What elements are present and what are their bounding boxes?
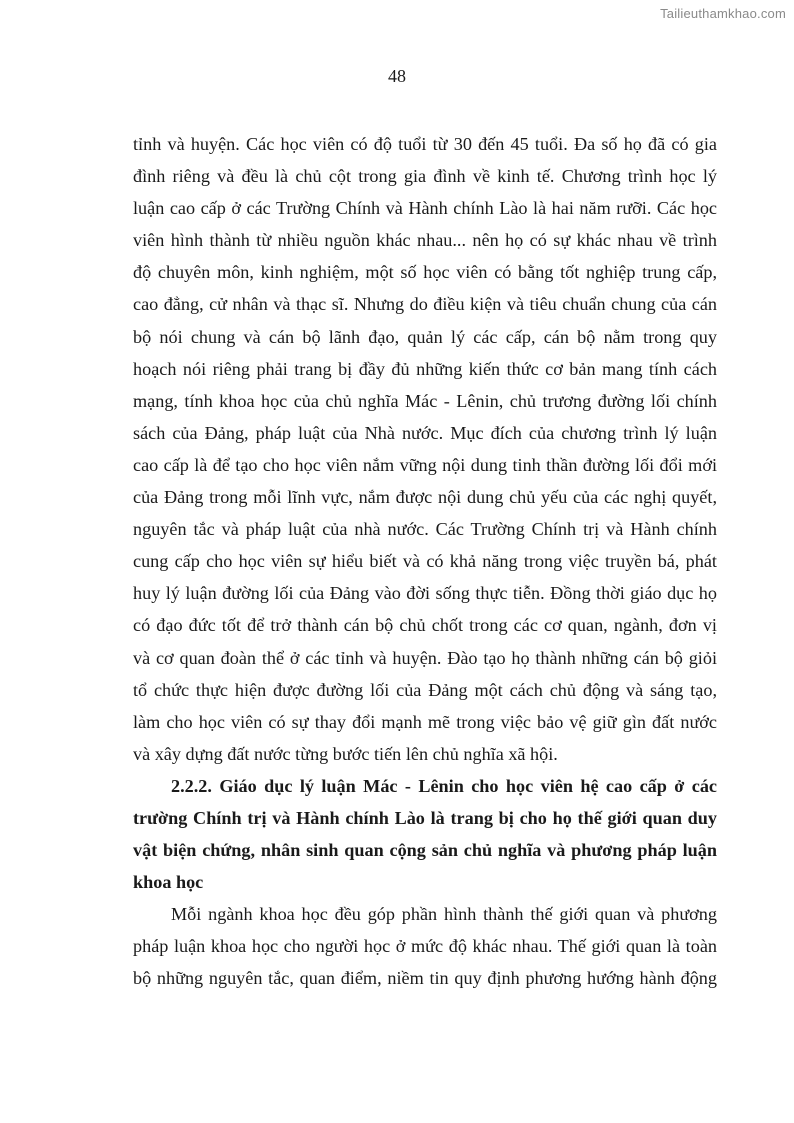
text-line: viên hình thành từ nhiều nguồn khác nhau... nên họ có sự khác nhau về trình [133, 230, 717, 251]
heading-line: khoa học [133, 872, 204, 893]
text-line: cao đẳng, cử nhân và thạc sĩ. Nhưng do điều kiện và tiêu chuẩn chung của cán [133, 294, 717, 315]
heading-line: vật biện chứng, nhân sinh quan cộng sản chủ nghĩa và phương pháp luận [133, 840, 717, 861]
watermark: Tailieuthamkhao.com [660, 6, 786, 21]
text-line: làm cho học viên có sự thay đổi mạnh mẽ trong việc bảo vệ giữ gìn đất nước [133, 711, 717, 732]
text-line: luận cao cấp ở các Trường Chính và Hành chính Lào là hai năm rưỡi. Các học [133, 198, 717, 219]
text-line: đình riêng và đều là chủ cột trong gia đình về kinh tế. Chương trình học lý [133, 166, 717, 187]
text-line: cao cấp là để tạo cho học viên nắm vững nội dung tinh thần đường lối đổi mới [133, 454, 717, 475]
paragraph-body-1 [133, 128, 717, 770]
paragraph-body-2 [133, 898, 717, 994]
text-line: nguyên tắc và pháp luật của nhà nước. Các Trường Chính trị và Hành chính [133, 519, 717, 540]
text-line: huy lý luận đường lối của Đảng vào đời sống thực tiễn. Đồng thời giáo dục họ [133, 583, 717, 604]
text-line: độ chuyên môn, kinh nghiệm, một số học viên có bằng tốt nghiệp trung cấp, [133, 262, 717, 283]
text-line: của Đảng trong mỗi lĩnh vực, nắm được nội dung chủ yếu của các nghị quyết, [133, 487, 717, 508]
heading-line: 2.2.2. Giáo dục lý luận Mác - Lênin cho học viên hệ cao cấp ở các [171, 775, 717, 796]
text-line: bộ nói chung và cán bộ lãnh đạo, quản lý các cấp, cán bộ nằm trong quy [133, 326, 717, 347]
text-line: cung cấp cho học viên sự hiểu biết và có khả năng trong việc truyền bá, phát [133, 551, 717, 572]
document-body [133, 128, 717, 995]
page-number: 48 [388, 66, 406, 86]
text-line: mạng, tính khoa học của chủ nghĩa Mác - Lênin, chủ trương đường lối chính [133, 390, 717, 411]
section-heading [133, 770, 717, 898]
heading-line: trường Chính trị và Hành chính Lào là trang bị cho họ thế giới quan duy [133, 807, 717, 828]
text-line: tổ chức thực hiện được đường lối của Đảng một cách chủ động và sáng tạo, [133, 679, 717, 700]
text-line: Mỗi ngành khoa học đều góp phần hình thành thế giới quan và phương [171, 904, 717, 925]
text-line: hoạch nói riêng phải trang bị đầy đủ những kiến thức cơ bản mang tính cách [133, 358, 717, 379]
text-line: có đạo đức tốt để trở thành cán bộ chủ chốt trong các cơ quan, ngành, đơn vị [133, 615, 717, 636]
text-line: bộ những nguyên tắc, quan điểm, niềm tin quy định phương hướng hành động [133, 968, 717, 989]
text-line: và xây dựng đất nước từng bước tiến lên chủ nghĩa xã hội. [133, 743, 558, 764]
text-line: sách của Đảng, pháp luật của Nhà nước. Mục đích của chương trình lý luận [133, 422, 717, 443]
text-line: tỉnh và huyện. Các học viên có độ tuổi từ 30 đến 45 tuổi. Đa số họ đã có gia [133, 134, 717, 154]
text-line: pháp luận khoa học cho người học ở mức độ khác nhau. Thế giới quan là toàn [133, 936, 717, 957]
text-line: và cơ quan đoàn thể ở các tỉnh và huyện. Đào tạo họ thành những cán bộ giỏi [133, 647, 717, 668]
